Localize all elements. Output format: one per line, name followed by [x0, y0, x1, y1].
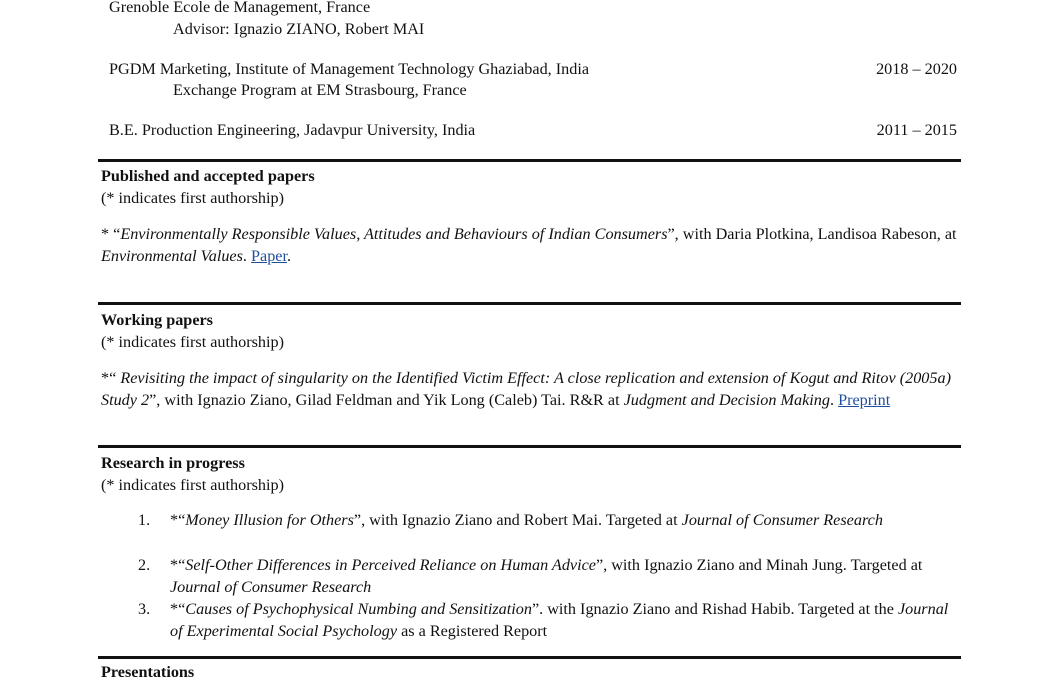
list-text — [170, 554, 960, 598]
research-heading: Research in progress — [101, 454, 245, 472]
list-number: 1. — [138, 511, 151, 529]
preprint-link[interactable]: Preprint — [838, 391, 891, 409]
paper-title: Causes of Psychophysical Numbing and Sensitization — [185, 600, 532, 618]
education-detail-2: Exchange Program at EM Strasbourg, France — [173, 81, 467, 99]
published-heading: Published and accepted papers — [101, 167, 315, 185]
section-divider — [98, 159, 961, 162]
paper-venue: Environmental Values — [101, 247, 243, 265]
paper-title: Self-Other Differences in Perceived Reliance on Human Advice — [185, 556, 596, 574]
entry-sep: . — [829, 391, 839, 409]
working-note: (* indicates first authorship) — [101, 333, 284, 351]
entry-authors: ”, with Ignazio Ziano, Gilad Feldman and Yik Long (Caleb) Tai. R&R at — [149, 391, 624, 409]
paper-title: Money Illusion for Others — [185, 511, 354, 529]
entry-prefix: *“ — [170, 556, 186, 574]
education-degree-2: PGDM Marketing, Institute of Management Technology Ghaziabad, India — [109, 60, 590, 78]
working-heading: Working papers — [101, 311, 213, 329]
entry-prefix: *“ — [170, 600, 186, 618]
paper-link[interactable]: Paper — [251, 247, 287, 265]
paper-title: Environmentally Responsible Values, Attitudes and Behaviours of Indian Consumers — [120, 225, 668, 243]
education-degree-3: B.E. Production Engineering, Jadavpur University, India — [109, 121, 476, 139]
entry-end: . — [286, 247, 292, 265]
entry-prefix: *“ — [170, 511, 186, 529]
research-note: (* indicates first authorship) — [101, 476, 284, 494]
published-entry — [101, 223, 961, 267]
entry-authors: ”, with Ignazio Ziano and Robert Mai. Targeted at — [353, 511, 682, 529]
education-detail-1: Advisor: Ignazio ZIANO, Robert MAI — [173, 20, 425, 38]
entry-authors: ”, with Daria Plotkina, Landisoa Rabeson, at — [667, 225, 957, 243]
presentations-heading: Presentations — [101, 663, 195, 681]
education-degree-1: Grenoble Ecole de Management, France — [109, 0, 371, 16]
education-years-2: 2018 – 2020 — [876, 60, 957, 78]
working-entry — [101, 367, 961, 411]
entry-sep: . — [242, 247, 252, 265]
paper-venue: Journal of Experimental Social Psychology — [170, 600, 949, 640]
list-number: 3. — [138, 600, 151, 618]
section-divider — [98, 656, 961, 659]
paper-title: Revisiting the impact of singularity on the Identified Victim Effect: A close replication and extension of Kogut and Ritov (2005a) Study 2 — [101, 369, 951, 409]
entry-authors: ”. with Ignazio Ziano and Rishad Habib. Targeted at the — [531, 600, 898, 618]
paper-venue: Judgment and Decision Making — [623, 391, 830, 409]
section-divider — [98, 302, 961, 305]
list-text — [170, 509, 960, 531]
entry-prefix: * “ — [101, 225, 121, 243]
list-text — [170, 598, 960, 642]
section-divider — [98, 445, 961, 448]
paper-venue: Journal of Consumer Research — [170, 578, 372, 596]
list-number: 2. — [138, 556, 151, 574]
paper-venue: Journal of Consumer Research — [681, 511, 883, 529]
published-note: (* indicates first authorship) — [101, 189, 284, 207]
entry-end: as a Registered Report — [397, 622, 548, 640]
entry-authors: ”, with Ignazio Ziano and Minah Jung. Targeted at — [595, 556, 923, 574]
education-years-3: 2011 – 2015 — [876, 121, 957, 139]
entry-prefix: *“ — [101, 369, 121, 387]
